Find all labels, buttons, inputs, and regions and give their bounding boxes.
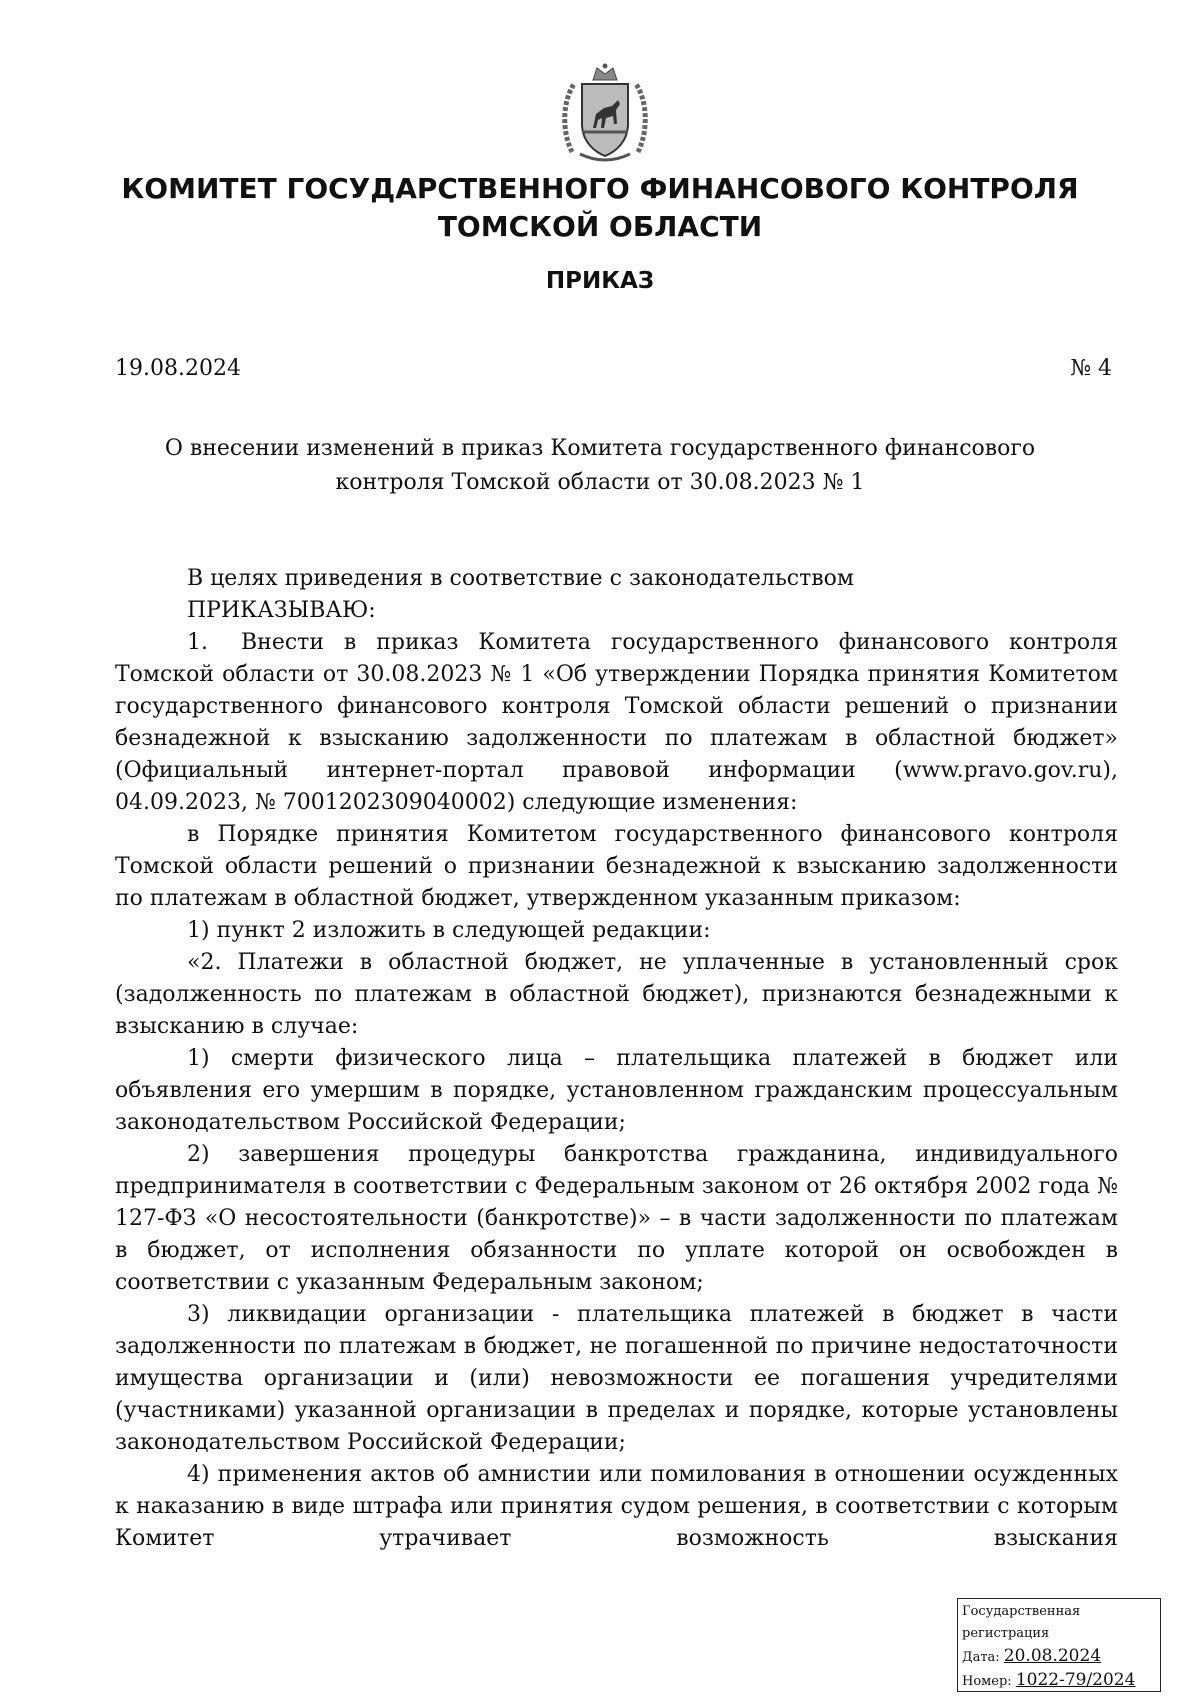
document-number: № 4 xyxy=(1070,356,1112,381)
subject-line-1: О внесении изменений в приказ Комитета государственного финансового xyxy=(164,436,1036,461)
org-line-1: КОМИТЕТ ГОСУДАРСТВЕННОГО ФИНАНСОВОГО КОНТРОЛЯ xyxy=(121,172,1079,205)
registration-title: Государственная регистрация xyxy=(962,1604,1081,1641)
procedure-paragraph: в Порядке принятия Комитетом государственного финансового контроля Томской области решений о признании безнадежной к взысканию задолженности по платежам в областной бюджет, утвержденном указанным приказом: xyxy=(115,822,1118,911)
case-4-paragraph: 4) применения актов об амнистии или помилования в отношении осужденных к наказанию в виде штрафа или принятия судом решения, в соответствии с которым Комитет утрачивает возможность взыскания xyxy=(115,1462,1118,1551)
registration-date-value: 20.08.2024 xyxy=(1003,1646,1102,1666)
org-line-2: ТОМСКОЙ ОБЛАСТИ xyxy=(437,210,763,243)
organization-name xyxy=(0,170,1200,246)
order-word: ПРИКАЗЫВАЮ: xyxy=(187,598,376,623)
registration-number-row xyxy=(962,1669,1156,1693)
case-2-paragraph: 2) завершения процедуры банкротства гражданина, индивидуального предпринимателя в соответствии с Федеральным законом от 26 октября 2002 года № 127-ФЗ «О несостоятельности (банкротстве)» – в части задолженности по платежам в бюджет, от исполнения обязанности по уплате которой он освобожден в соответствии с указанным Федеральным законом; xyxy=(115,1142,1118,1295)
preamble-paragraph: В целях приведения в соответствие с законодательством xyxy=(187,566,855,591)
coat-of-arms-emblem xyxy=(560,62,650,164)
registration-stamp xyxy=(957,1598,1161,1692)
registration-number-value: 1022-79/2024 xyxy=(1015,1670,1136,1690)
registration-date-row xyxy=(962,1645,1156,1669)
document-type: ПРИКАЗ xyxy=(545,268,655,294)
registration-date-label: Дата: xyxy=(962,1650,1000,1665)
document-date: 19.08.2024 xyxy=(115,356,241,381)
case-3-paragraph: 3) ликвидации организации - плательщика платежей в бюджет в части задолженности по платежам в бюджет, не погашенной по причине недостаточности имущества организации и (или) невозможности ее погашения учредителями (участниками) указанной организации в пределах и порядке, которые установлены законодательством Российской Федерации; xyxy=(115,1302,1118,1455)
subitem-1-paragraph: 1) пункт 2 изложить в следующей редакции: xyxy=(187,918,711,943)
document-body xyxy=(115,563,1118,1555)
case-1-paragraph: 1) смерти физического лица – плательщика платежей в бюджет или объявления его умершим в порядке, установленном гражданским процессуальным законодательством Российской Федерации; xyxy=(115,1046,1118,1135)
document-subject xyxy=(150,432,1050,500)
registration-number-label: Номер: xyxy=(962,1674,1012,1689)
item-1-paragraph: 1. Внести в приказ Комитета государственного финансового контроля Томской области от 30.08.2023 № 1 «Об утверждении Порядка принятия Комитетом государственного финансового контроля Томской области решений о признании безнадежной к взысканию задолженности по платежам в областной бюджет» (Официальный интернет-портал правовой информации (www.pravo.gov.ru), 04.09.2023, № 7001202309040002) следующие изменения: xyxy=(115,630,1118,815)
clause-2-paragraph: «2. Платежи в областной бюджет, не уплаченные в установленный срок (задолженность по платежам в областной бюджет), признаются безнадежными к взысканию в случае: xyxy=(115,950,1118,1039)
subject-line-2: контроля Томской области от 30.08.2023 № 1 xyxy=(335,470,865,495)
